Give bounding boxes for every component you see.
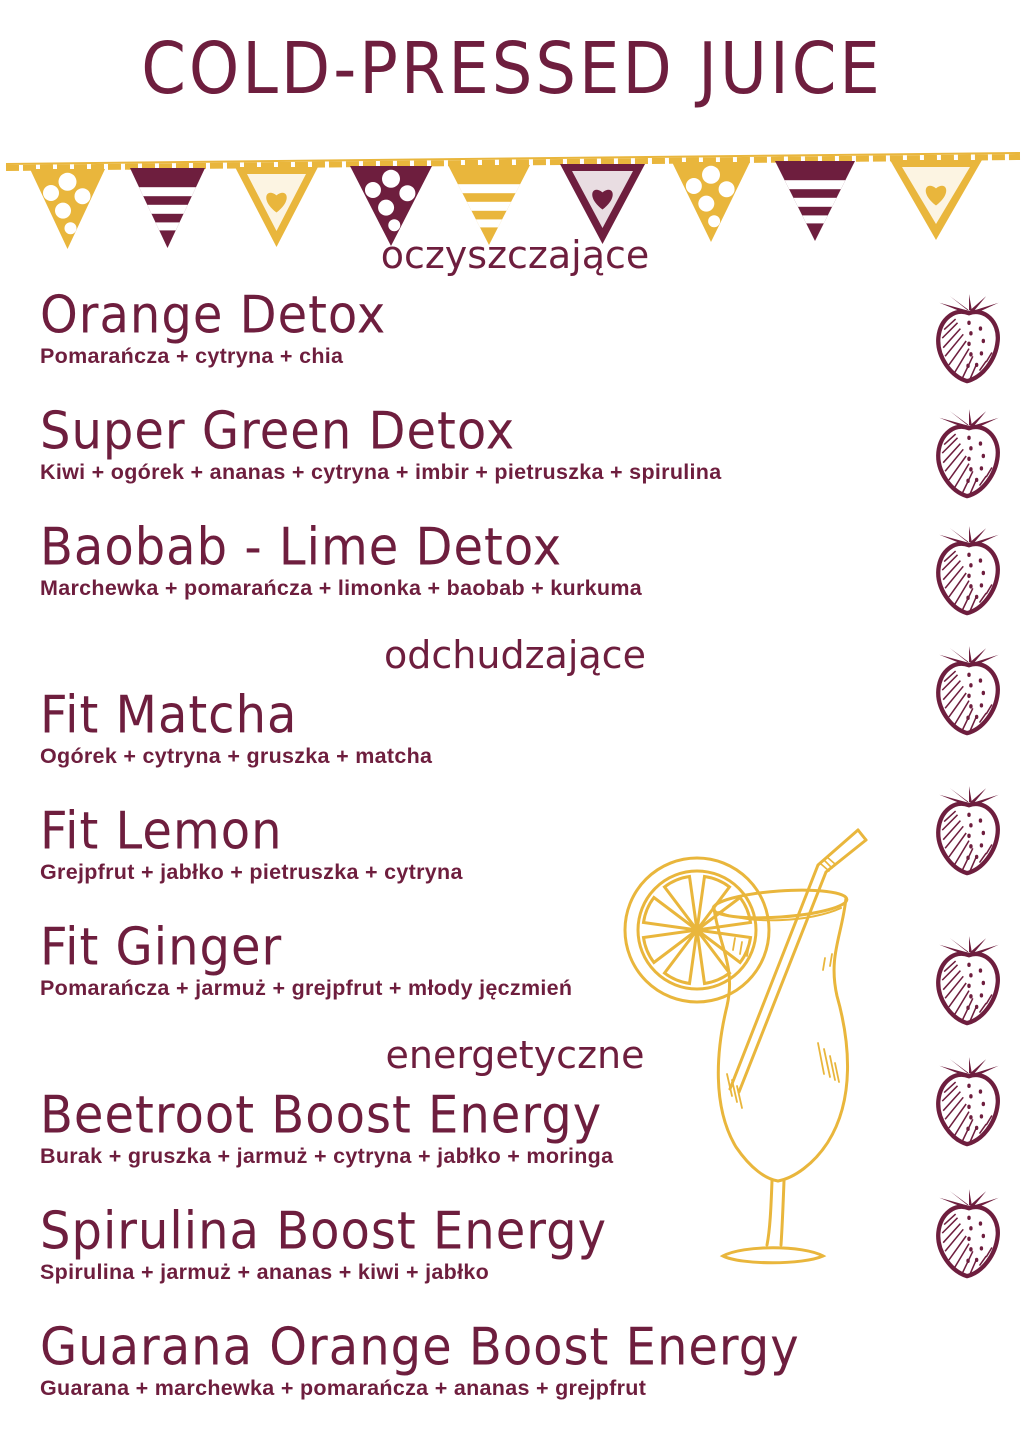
menu-item <box>40 684 920 768</box>
menu-item-name: Fit Ginger <box>40 917 283 978</box>
flag-yellow-heart <box>890 160 982 240</box>
menu-section <box>40 232 920 600</box>
menu-item-ingredients: Marchewka + pomarańcza + limonka + baobab + kurkuma <box>40 576 643 600</box>
strawberry-icon <box>926 785 1012 881</box>
menu-item <box>40 916 920 1000</box>
menu-item <box>40 400 920 484</box>
menu-section <box>40 1032 920 1400</box>
menu-item <box>40 800 920 884</box>
menu-item-name: Guarana Orange Boost Energy <box>40 1317 800 1378</box>
menu-item-name: Baobab - Lime Detox <box>40 517 563 578</box>
menu-item <box>40 516 920 600</box>
menu-item-ingredients: Ogórek + cytryna + gruszka + matcha <box>40 744 433 768</box>
strawberry-icon <box>926 935 1012 1031</box>
page-title: COLD-PRESSED JUICE <box>141 28 883 111</box>
menu-item-ingredients: Spirulina + jarmuż + ananas + kiwi + jabłko <box>40 1260 490 1284</box>
menu-item-ingredients: Pomarańcza + cytryna + chia <box>40 344 344 368</box>
section-label: energetyczne <box>385 1033 645 1077</box>
menu-item <box>40 1200 920 1284</box>
section-label: oczyszczające <box>380 233 650 277</box>
menu-item-name: Fit Matcha <box>40 685 298 746</box>
section-label: odchudzające <box>384 633 646 677</box>
menu-item-ingredients: Grejpfrut + jabłko + pietruszka + cytryna <box>40 860 463 884</box>
menu <box>40 230 920 1432</box>
strawberry-icon <box>926 525 1012 621</box>
menu-item-ingredients: Kiwi + ogórek + ananas + cytryna + imbir + pietruszka + spirulina <box>40 460 722 484</box>
menu-item-ingredients: Guarana + marchewka + pomarańcza + ananas + grejpfrut <box>40 1376 647 1400</box>
menu-item-name: Beetroot Boost Energy <box>40 1085 603 1146</box>
menu-section <box>40 632 920 1000</box>
menu-item <box>40 1316 920 1400</box>
flag-maroon-stripes <box>775 161 855 241</box>
menu-item <box>40 1084 920 1168</box>
menu-item-ingredients: Pomarańcza + jarmuż + grejpfrut + młody jęczmień <box>40 976 573 1000</box>
menu-item-name: Fit Lemon <box>40 801 283 862</box>
strawberry-icon <box>926 408 1012 504</box>
menu-item-ingredients: Burak + gruszka + jarmuż + cytryna + jabłko + moringa <box>40 1144 614 1168</box>
menu-item <box>40 284 920 368</box>
menu-item-name: Orange Detox <box>40 285 387 346</box>
menu-item-name: Super Green Detox <box>40 401 516 462</box>
strawberry-icon <box>926 293 1012 389</box>
menu-item-name: Spirulina Boost Energy <box>40 1201 607 1262</box>
strawberry-icon <box>926 1188 1012 1284</box>
